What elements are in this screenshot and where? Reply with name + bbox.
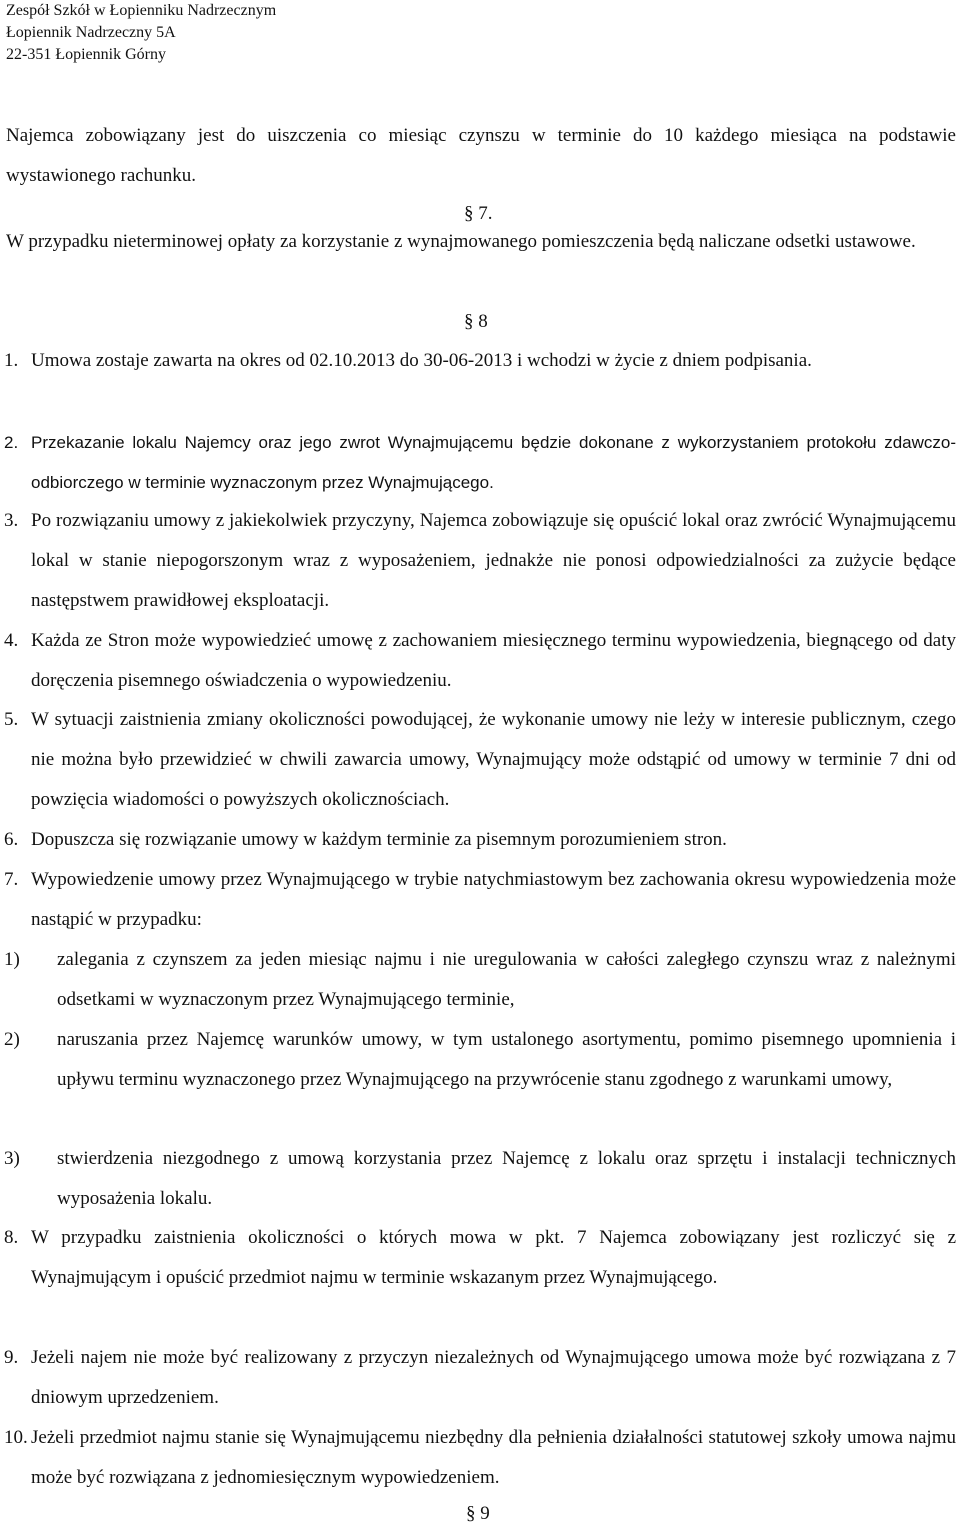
item-text: Po rozwiązaniu umowy z jakiekolwiek przyczyny, Najemca zobowiązuje się opuścić lokal oraz zwrócić Wynajmującemu lokal w stanie niepogorszonym wraz z wyposażeniem, jednakże nie ponosi odpowiedzialności za zużycie będące następstwem prawidłowej eksploatacji. (31, 510, 956, 611)
item-number: 10. (4, 1427, 28, 1448)
section-8-item-7-sub-3 (4, 1139, 956, 1219)
section-7-text: W przypadku nieterminowej opłaty za korzystanie z wynajmowanego pomieszczenia będą naliczane odsetki ustawowe. (6, 231, 916, 252)
header-postal-city: 22-351 Łopiennik Górny (6, 46, 166, 63)
item-text: Jeżeli najem nie może być realizowany z przyczyn niezależnych od Wynajmującego umowa może być rozwiązana z 7 dniowym uprzedzeniem. (31, 1347, 956, 1408)
section-8-item-10 (4, 1418, 956, 1498)
sub-item-text: zalegania z czynszem za jeden miesiąc najmu i nie uregulowania w całości zaległego czynszu wraz z należnymi odsetkami w wyznaczonym przez Wynajmującego terminie, (57, 949, 956, 1010)
item-text: Umowa zostaje zawarta na okres od 02.10.2013 do 30-06-2013 i wchodzi w życie z dniem podpisania. (31, 350, 812, 371)
header-school-name: Zespół Szkół w Łopienniku Nadrzecznym (6, 2, 277, 19)
section-8-item-5 (4, 700, 956, 820)
item-text: Przekazanie lokalu Najemcy oraz jego zwrot Wynajmującemu będzie dokonane z wykorzystaniem protokołu zdawczo-odbiorczego w terminie wyznaczonym przez Wynajmującego. (31, 433, 956, 492)
item-number: 7. (4, 869, 19, 890)
sub-item-text: naruszania przez Najemcę warunków umowy, w tym ustalonego asortymentu, pomimo pisemnego upomnienia i upływu terminu wyznaczonego przez Wynajmującego na przywrócenie stanu zgodnego z warunkami umowy, (57, 1029, 956, 1090)
item-number: 4. (4, 630, 19, 651)
item-text: Każda ze Stron może wypowiedzieć umowę z zachowaniem miesięcznego terminu wypowiedzenia, biegnącego od daty doręczenia pisemnego oświadczenia o wypowiedzeniu. (31, 630, 956, 691)
section-9-sign: § 9 (466, 1503, 490, 1524)
section-8-item-4 (4, 621, 956, 701)
section-8-item-2 (4, 423, 956, 503)
item-text: W sytuacji zaistnienia zmiany okoliczności powodującej, że wykonanie umowy nie leży w interesie publicznym, czego nie można było przewidzieć w chwili zawarcia umowy, Wynajmujący może odstąpić od umowy w terminie 7 dni od powzięcia wiadomości o powyższych okolicznościach. (31, 709, 956, 810)
item-number: 3. (4, 510, 19, 531)
item-text: Jeżeli przedmiot najmu stanie się Wynajmującemu niezbędny dla pełnienia działalności statutowej szkoły umowa najmu może być rozwiązana z jednomiesięcznym wypowiedzeniem. (31, 1427, 956, 1488)
sub-item-number: 3) (4, 1148, 20, 1169)
school-address-header (6, 0, 276, 66)
section-7-sign: § 7. (464, 203, 493, 224)
sub-item-text: stwierdzenia niezgodnego z umową korzystania przez Najemcę z lokalu oraz sprzętu i instalacji technicznych wyposażenia lokalu. (57, 1148, 956, 1209)
item-number: 8. (4, 1227, 19, 1248)
section-8-item-7-sub-2 (4, 1020, 956, 1100)
section-8-item-3 (4, 501, 956, 621)
section-8-item-8 (4, 1218, 956, 1298)
item-text: W przypadku zaistnienia okoliczności o których mowa w pkt. 7 Najemca zobowiązany jest rozliczyć się z Wynajmującym i opuścić przedmiot najmu w terminie wskazanym przez Wynajmującego. (31, 1227, 956, 1288)
section-8-item-7 (4, 860, 956, 940)
item-text: Wypowiedzenie umowy przez Wynajmującego w trybie natychmiastowym bez zachowania okresu wypowiedzenia może nastąpić w przypadku: (31, 869, 956, 930)
section-8-item-1 (4, 341, 956, 381)
section-8-item-7-sub-1 (4, 940, 956, 1020)
sub-item-number: 2) (4, 1029, 20, 1050)
item-number: 1. (4, 350, 19, 371)
item-number: 2. (4, 433, 19, 452)
sub-item-number: 1) (4, 949, 20, 970)
item-number: 6. (4, 829, 19, 850)
header-street: Łopiennik Nadrzeczny 5A (6, 24, 176, 41)
item-number: 9. (4, 1347, 19, 1368)
section-8-sign: § 8 (464, 311, 488, 332)
section-8-item-6 (4, 820, 956, 860)
item-text: Dopuszcza się rozwiązanie umowy w każdym terminie za pisemnym porozumieniem stron. (31, 829, 727, 850)
section-8-item-9 (4, 1338, 956, 1418)
rent-payment-paragraph: Najemca zobowiązany jest do uiszczenia co miesiąc czynszu w terminie do 10 każdego miesiąca na podstawie wystawionego rachunku. (6, 125, 956, 186)
item-number: 5. (4, 709, 19, 730)
